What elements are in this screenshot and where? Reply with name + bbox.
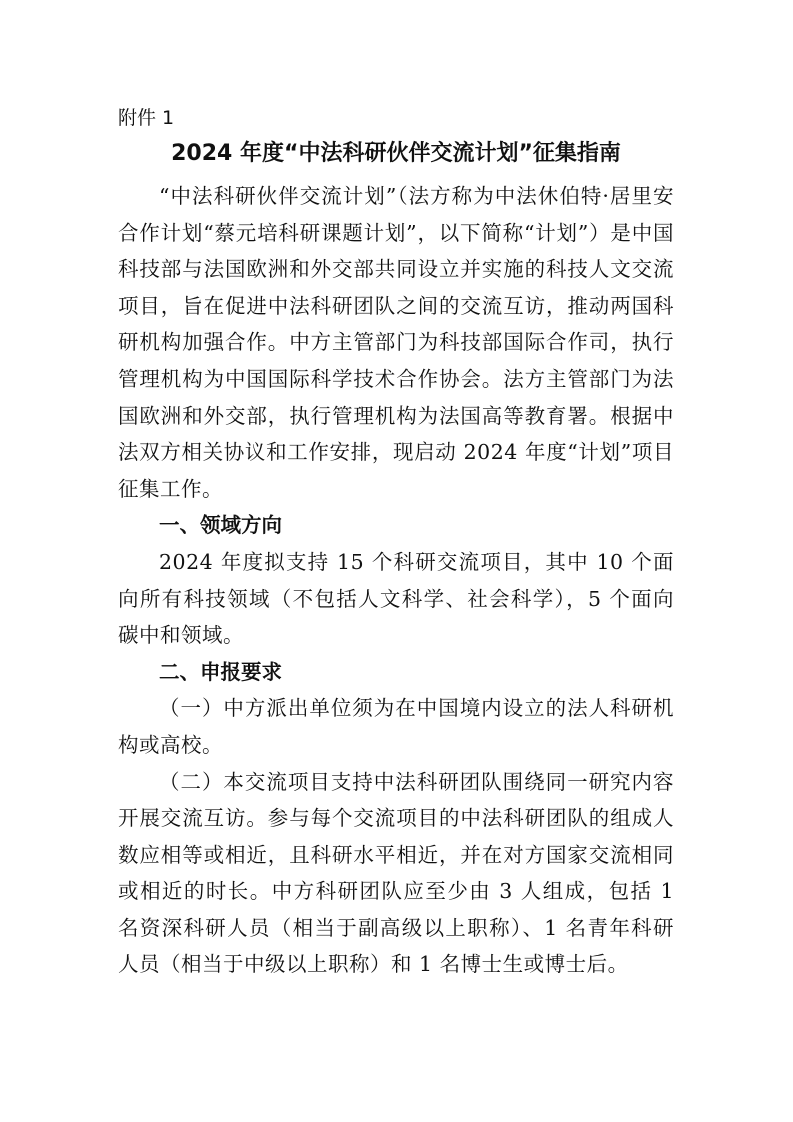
intro-paragraph: “中法科研伙伴交流计划”（法方称为中法休伯特·居里安合作计划“蔡元培科研课题计划”，以下简称“计划”）是中国科技部与法国欧洲和外交部共同设立并实施的科技人文交流项目，旨在促进中法科研团队之间的交流互访，推动两国科研机构加强合作。中方主管部门为科技部国际合作司，执行管理机构为中国国际科学技术合作协会。法方主管部门为法国欧洲和外交部，执行管理机构为法国高等教育署。根据中法双方相关协议和工作安排，现启动 2024 年度“计划”项目征集工作。 [118, 184, 674, 501]
section-heading-requirements: 二、申报要求 [159, 659, 282, 684]
attachment-label: 附件 1 [118, 107, 175, 129]
section-paragraph-projects: 2024 年度拟支持 15 个科研交流项目，其中 10 个面向所有科技领域（不包括人文科学、社会科学），5 个面向碳中和领域。 [118, 549, 674, 648]
document-title: 2024 年度“中法科研伙伴交流计划”征集指南 [171, 141, 621, 166]
requirement-paragraph-2: （二）本交流项目支持中法科研团队围绕同一研究内容开展交流互访。参与每个交流项目的中法科研团队的组成人数应相等或相近，且科研水平相近，并在对方国家交流相同或相近的时长。中方科研团队应至少由 3 人组成，包括 1 名资深科研人员（相当于副高级以上职称）、1 名青年科研人员（相当于中级以上职称）和 1 名博士生或博士后。 [118, 769, 674, 977]
section-heading-field-direction: 一、领域方向 [159, 513, 282, 538]
document-page [118, 104, 674, 983]
requirement-paragraph-1: （一）中方派出单位须为在中国境内设立的法人科研机构或高校。 [118, 696, 674, 757]
